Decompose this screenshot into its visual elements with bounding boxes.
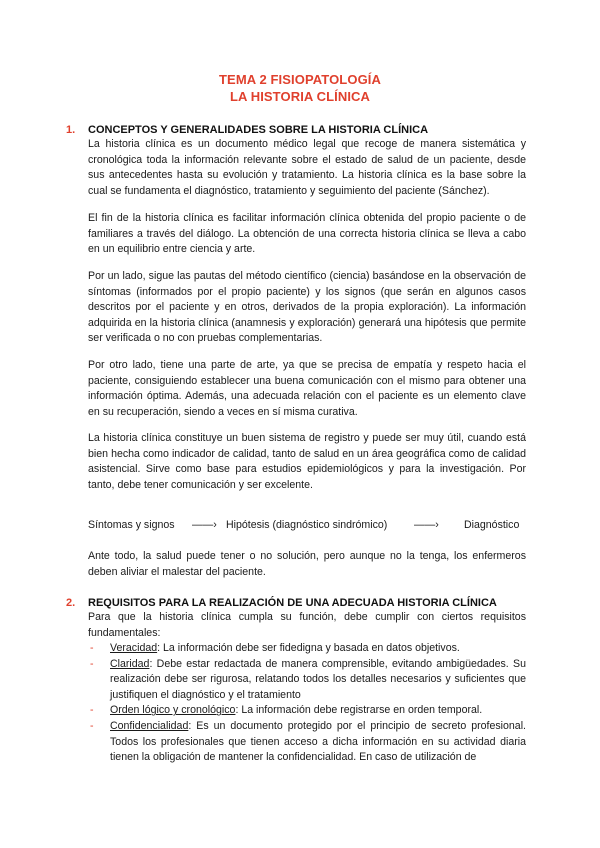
bullet-dash-icon: - [90, 704, 94, 717]
list-item [88, 657, 526, 704]
flow-arrow-icon: ——› [192, 519, 217, 531]
section-1-number: 1. [66, 124, 76, 136]
flow-step-hypothesis: Hipótesis (diagnóstico sindrómico) [226, 519, 388, 531]
list-item [88, 641, 526, 657]
paragraph-definition: La historia clínica es un documento médico legal que recoge de manera sistemática y cronológica toda la información relevante sobre el estado de salud de un paciente, desde sus antecedentes hasta su evolución y tratamiento. La historia clínica es la base sobre la cual se fundamenta el diagnóstico, tratamiento y seguimiento del paciente (Sánchez). [88, 138, 526, 197]
flow-arrow-icon: ——› [414, 519, 439, 531]
requirement-text: : La información debe ser fidedigna y basada en datos objetivos. [157, 642, 460, 654]
paragraph-quality: La historia clínica constituye un buen sistema de registro y puede ser muy útil, cuando está bien hecha como indicador de calidad, tanto de salud en un área geográfica como de calidad asistencial. Sirve como base para estudios epidemiológicos y para la investigación. Por tanto, debe tener comunicación y ser excelente. [88, 432, 526, 491]
section-1-heading [66, 124, 428, 136]
document-title: TEMA 2 FISIOPATOLOGÍA [219, 72, 381, 87]
list-item [88, 719, 526, 766]
paragraph-requirements-intro: Para que la historia clínica cumpla su función, debe cumplir con ciertos requisitos fundamentales: [88, 611, 526, 639]
flow-step-symptoms: Síntomas y signos [88, 519, 175, 531]
diagnostic-flow [88, 519, 526, 535]
paragraph-purpose: El fin de la historia clínica es facilitar información clínica obtenida del propio paciente o de familiares a través del diálogo. La obtención de una correcta historia clínica se lleva a cabo en un equilibrio entre ciencia y arte. [88, 212, 526, 256]
bullet-dash-icon: - [90, 719, 94, 732]
requirement-text: : Es un documento protegido por el principio de secreto profesional. Todos los profesionales que tienen acceso a dicha información en su actividad diaria tienen la obligación de mantener la confidencialidad. En caso de utilización de [110, 719, 526, 764]
section-2-heading [66, 597, 497, 609]
requirement-text: : La información debe registrarse en orden temporal. [235, 704, 483, 717]
section-2-title: REQUISITOS PARA LA REALIZACIÓN DE UNA ADECUADA HISTORIA CLÍNICA [88, 597, 497, 609]
paragraph-art: Por otro lado, tiene una parte de arte, ya que se precisa de empatía y respeto hacia el paciente, consiguiendo establecer una buena comunicación con el mismo para obtener una información óptima. Además, una adecuada relación con el paciente es un elemento clave en su recuperación, siendo a veces en sí misma curativa. [88, 359, 526, 418]
paragraph-science: Por un lado, sigue las pautas del método científico (ciencia) basándose en la observación de síntomas (informados por el propio paciente) y los signos (que serán en algunos casos descritos por el paciente y en otros, derivados de la propia exploración). La información adquirida en la historia clínica (anamnesis y exploración) generará una hipótesis que permite ser verificada o no con pruebas complementarias. [88, 270, 526, 345]
requirement-term: Claridad [110, 657, 150, 670]
requirements-list [88, 641, 526, 766]
requirement-term: Orden lógico y cronológico [110, 704, 236, 717]
flow-step-diagnosis: Diagnóstico [464, 519, 520, 531]
requirement-text: : Debe estar redactada de manera comprensible, evitando ambigüedades. Su realización debe ser rigurosa, relatando todos los detalles necesarios y suficientes que justifiquen el diagnóstico y el tratamiento [110, 657, 526, 701]
bullet-dash-icon: - [90, 657, 94, 670]
section-1-title: CONCEPTOS Y GENERALIDADES SOBRE LA HISTORIA CLÍNICA [88, 124, 429, 136]
bullet-dash-icon: - [90, 642, 94, 654]
requirement-term: Confidencialidad [110, 719, 189, 732]
section-2-number: 2. [66, 597, 76, 609]
requirement-term: Veracidad [110, 642, 158, 654]
document-subtitle: LA HISTORIA CLÍNICA [229, 89, 371, 104]
list-item [88, 703, 526, 719]
paragraph-closing: Ante todo, la salud puede tener o no solución, pero aunque no la tenga, los enfermeros deben aliviar el malestar del paciente. [88, 550, 526, 578]
